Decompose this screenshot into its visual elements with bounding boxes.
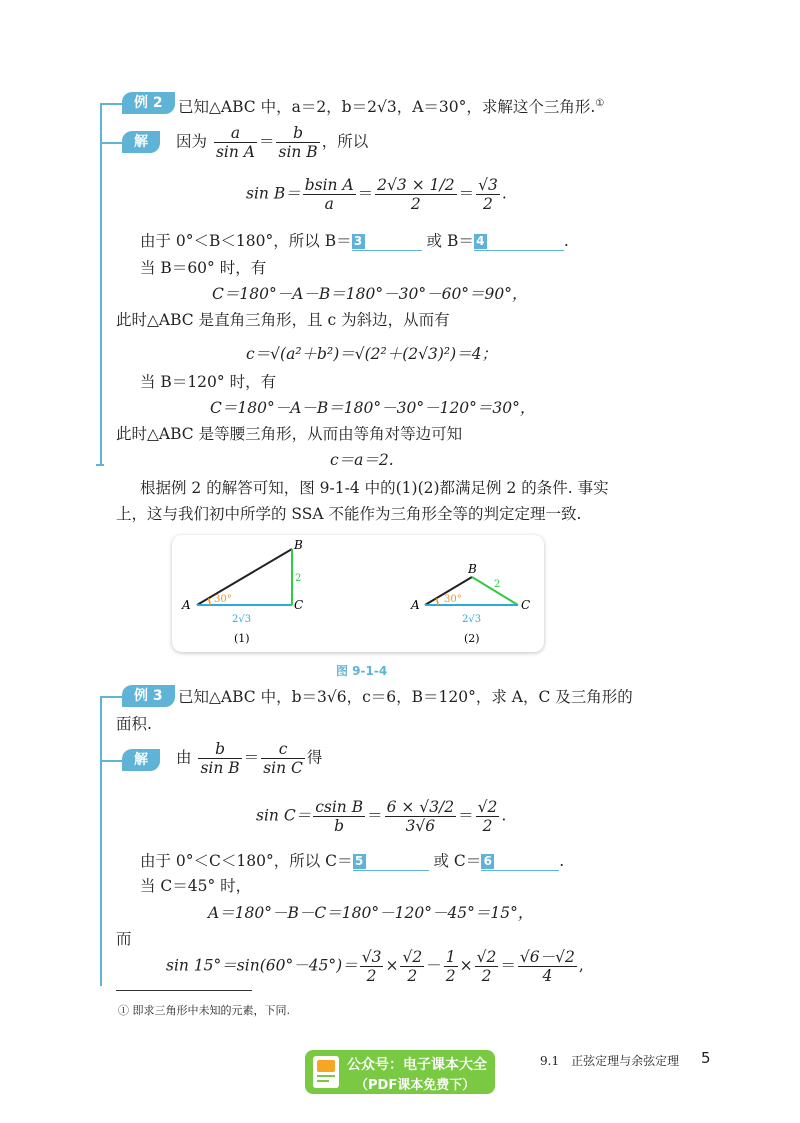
ex3-problem-1: 已知△ABC 中，b＝3√6，c＝6，B＝120°，求 A，C 及三角形的	[178, 688, 633, 706]
ex3-range-line: 由于 0°＜C＜180°，所以 C＝ 5 或 C＝ 6 .	[140, 852, 565, 870]
ex2-problem: 已知△ABC 中，a＝2，b＝2√3，A＝30°，求解这个三角形.①	[178, 98, 605, 117]
ex2-sol-rule	[100, 142, 122, 144]
ex2-case1: 当 B＝60° 时，有	[140, 259, 267, 277]
fig2-B: B	[468, 562, 477, 576]
ex3-case1: 当 C＝45° 时，	[140, 877, 252, 895]
para-line-1: 根据例 2 的解答可知，图 9-1-4 中的(1)(2)都满足例 2 的条件. 事实	[140, 479, 609, 497]
fig1-side-bc: 2	[295, 573, 302, 584]
solution-tag: 解	[122, 131, 160, 153]
ex3-case1-eq: A＝180°－B－C＝180°－120°－45°＝15°，	[208, 904, 534, 922]
figure-caption: 图 9-1-4	[336, 664, 388, 678]
ex3-top-rule	[100, 696, 122, 698]
fig1-angle: 30°	[214, 594, 232, 605]
wechat-badge[interactable]	[305, 1050, 495, 1094]
page-number: 5	[701, 1049, 711, 1067]
triangle-figures	[172, 535, 544, 652]
fig1-C: C	[294, 598, 304, 612]
example-3-tag: 例 3	[122, 685, 175, 707]
ex3-sin15-eq: sin 15°＝sin(60°－45°)＝ $\frac{√3}{2}$ × $\frac{√2}{2}$ － $\frac{1}{2}$ × $\frac{√2}{2}$ ＝ $\frac{√6-√2}{4}$ ,	[166, 948, 584, 985]
ex2-case2-eq: C＝180°－A－B＝180°－30°－120°＝30°，	[210, 399, 536, 417]
ex3-problem-2: 面积.	[116, 715, 152, 733]
fig1-A: A	[182, 598, 191, 612]
ex2-range-line: 由于 0°＜B＜180°，所以 B＝ 3 或 B＝ 4 .	[140, 232, 569, 250]
fig2-side-ac: 2√3	[462, 614, 482, 625]
example-2-tag: 例 2	[122, 92, 175, 114]
ex3-and: 而	[116, 930, 132, 948]
ex2-side-rule	[100, 103, 102, 465]
footnote: ① 即求三角形中未知的元素，下同.	[118, 1004, 290, 1017]
ex3-ratio-line: 由 $\frac{b}{\text{sin B}}$ ＝ $\frac{c}{\text{sin C}}$ 得	[176, 740, 323, 777]
fig2-side-bc: 2	[494, 579, 501, 590]
answer-blank-4[interactable]: 4	[474, 230, 564, 251]
ex2-top-rule	[100, 103, 122, 105]
figure-panel	[172, 535, 544, 652]
badge-line-2: （PDF课本免费下）	[355, 1078, 476, 1093]
ex2-sinB-eq: sin B＝ $\frac{\text{bsin A}}{a}$ ＝ $\frac{2√3 \times 1/2}{2}$ ＝ $\frac{√3}{2}$ .	[246, 176, 507, 213]
fig1-side-ac: 2√3	[232, 614, 252, 625]
ex2-case1-note: 此时△ABC 是直角三角形，且 c 为斜边，从而有	[116, 311, 450, 329]
fig2-angle: 30°	[444, 594, 462, 605]
ex2-case2: 当 B＝120° 时，有	[140, 373, 277, 391]
fig1-B: B	[294, 538, 303, 552]
answer-blank-5[interactable]: 5	[353, 850, 429, 871]
fig2-C: C	[521, 598, 531, 612]
ex3-side-rule	[100, 696, 102, 986]
ex2-case1-eq: C＝180°－A－B＝180°－30°－60°＝90°，	[212, 285, 528, 303]
answer-blank-3[interactable]: 3	[352, 230, 422, 251]
book-icon	[313, 1056, 339, 1088]
solution-tag-3: 解	[122, 749, 160, 771]
answer-blank-6[interactable]: 6	[481, 850, 559, 871]
para-line-2: 上，这与我们初中所学的 SSA 不能作为三角形全等的判定定理一致.	[116, 505, 582, 523]
badge-line-1: 公众号：电子课本大全	[347, 1057, 487, 1073]
footnote-rule	[116, 990, 252, 991]
ex3-sol-rule	[100, 760, 122, 762]
footnote-mark: ①	[595, 98, 605, 109]
ex2-case2-c: c＝a＝2.	[330, 451, 394, 469]
ex2-ratio-line: 因为 $\frac{a}{\text{sin A}}$ ＝ $\frac{b}{\text{sin B}}$ ，所以	[176, 124, 369, 161]
ex2-case2-note: 此时△ABC 是等腰三角形，从而由等角对等边可知	[116, 425, 463, 443]
ex2-case1-c: c＝√(a²＋b²)＝√(2²＋(2√3)²)＝4；	[246, 345, 498, 363]
ex3-sinC-eq: sin C＝ $\frac{\text{csin B}}{b}$ ＝ $\frac{6 \times √3/2}{3√6}$ ＝ $\frac{√2}{2}$ .	[256, 798, 507, 835]
fig2-label: (2)	[464, 632, 480, 645]
ex2-bottom-tick	[96, 464, 104, 466]
fig2-A: A	[411, 598, 420, 612]
fig1-label: (1)	[234, 632, 250, 645]
section-title: 9.1 正弦定理与余弦定理	[540, 1054, 680, 1068]
